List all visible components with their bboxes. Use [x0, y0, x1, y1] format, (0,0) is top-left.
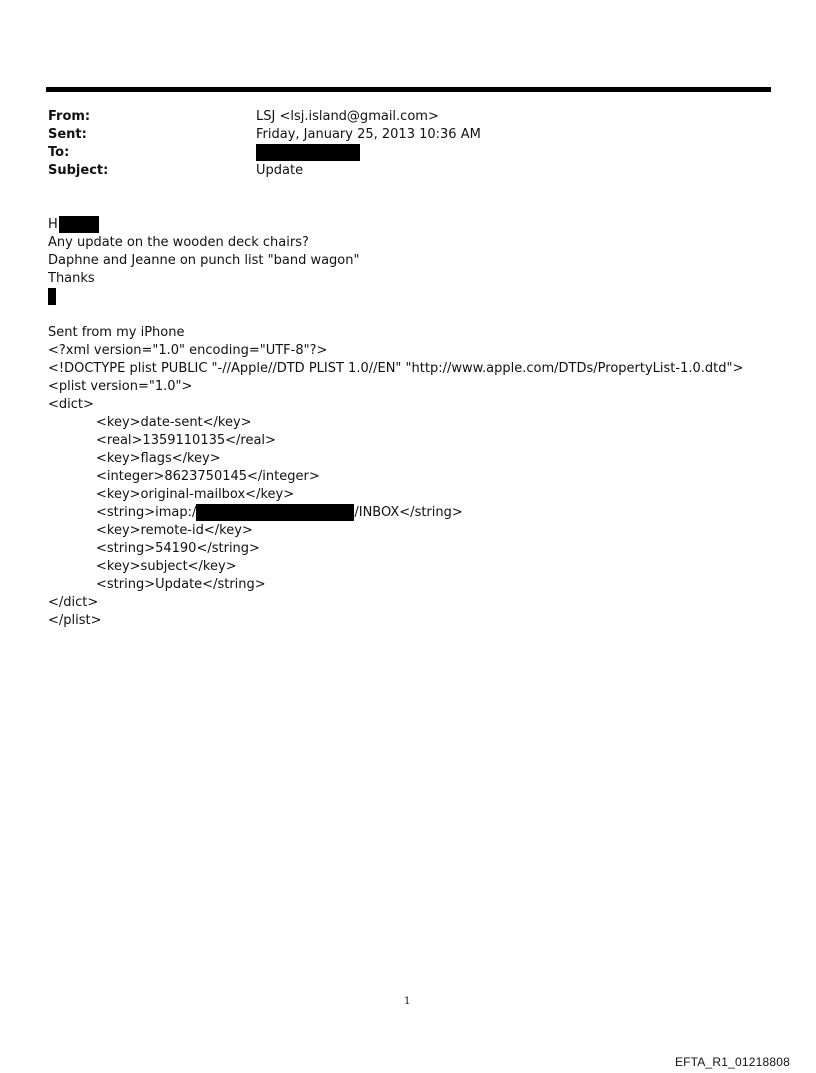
plist-close-tag: </plist> — [48, 613, 102, 628]
plist-key-flags: <key>flags</key> — [96, 451, 221, 466]
greeting-prefix: H — [48, 217, 58, 232]
signature-line: Sent from my iPhone — [48, 325, 185, 340]
subject-row — [48, 162, 304, 180]
dict-open-tag: <dict> — [48, 397, 94, 412]
page-number: 1 — [404, 996, 411, 1007]
to-row — [48, 144, 69, 162]
subject-label: Subject: — [48, 163, 109, 178]
body-line-3: Thanks — [48, 271, 95, 286]
greeting-redaction — [59, 216, 99, 233]
plist-open-tag: <plist version="1.0"> — [48, 379, 193, 394]
dict-close-tag: </dict> — [48, 595, 99, 610]
imap-suffix: /INBOX</string> — [354, 505, 463, 520]
sent-row — [48, 126, 481, 144]
from-value: LSJ <lsj.island@gmail.com> — [256, 109, 439, 124]
body-line-2: Daphne and Jeanne on punch list "band wagon" — [48, 253, 360, 268]
plist-key-subject: <key>subject</key> — [96, 559, 237, 574]
header-rule — [46, 87, 771, 92]
plist-doctype: <!DOCTYPE plist PUBLIC "-//Apple//DTD PLIST 1.0//EN" "http://www.apple.com/DTDs/PropertyList-1.0.dtd"> — [48, 361, 744, 376]
to-redaction — [256, 144, 360, 161]
plist-real-value: <real>1359110135</real> — [96, 433, 276, 448]
plist-key-remote-id: <key>remote-id</key> — [96, 523, 253, 538]
sent-value: Friday, January 25, 2013 10:36 AM — [256, 127, 481, 142]
subject-value: Update — [256, 163, 304, 178]
imap-prefix: <string>imap:/ — [96, 505, 197, 520]
to-value — [256, 144, 360, 162]
bates-number: EFTA_R1_01218808 — [674, 1055, 790, 1069]
from-label: From: — [48, 109, 91, 124]
signoff-redaction — [48, 288, 56, 305]
signoff-line — [48, 288, 56, 306]
body-line-1: Any update on the wooden deck chairs? — [48, 235, 309, 250]
greeting-line — [48, 216, 99, 234]
plist-xml-declaration: <?xml version="1.0" encoding="UTF-8"?> — [48, 343, 328, 358]
sent-label: Sent: — [48, 127, 87, 142]
plist-integer-value: <integer>8623750145</integer> — [96, 469, 320, 484]
plist-string-remote-id: <string>54190</string> — [96, 541, 260, 556]
from-row — [48, 108, 439, 126]
plist-key-original-mailbox: <key>original-mailbox</key> — [96, 487, 295, 502]
imap-redaction — [196, 504, 354, 521]
plist-string-subject: <string>Update</string> — [96, 577, 266, 592]
plist-key-date-sent: <key>date-sent</key> — [96, 415, 252, 430]
to-label: To: — [48, 145, 70, 160]
plist-string-imap — [96, 504, 463, 522]
